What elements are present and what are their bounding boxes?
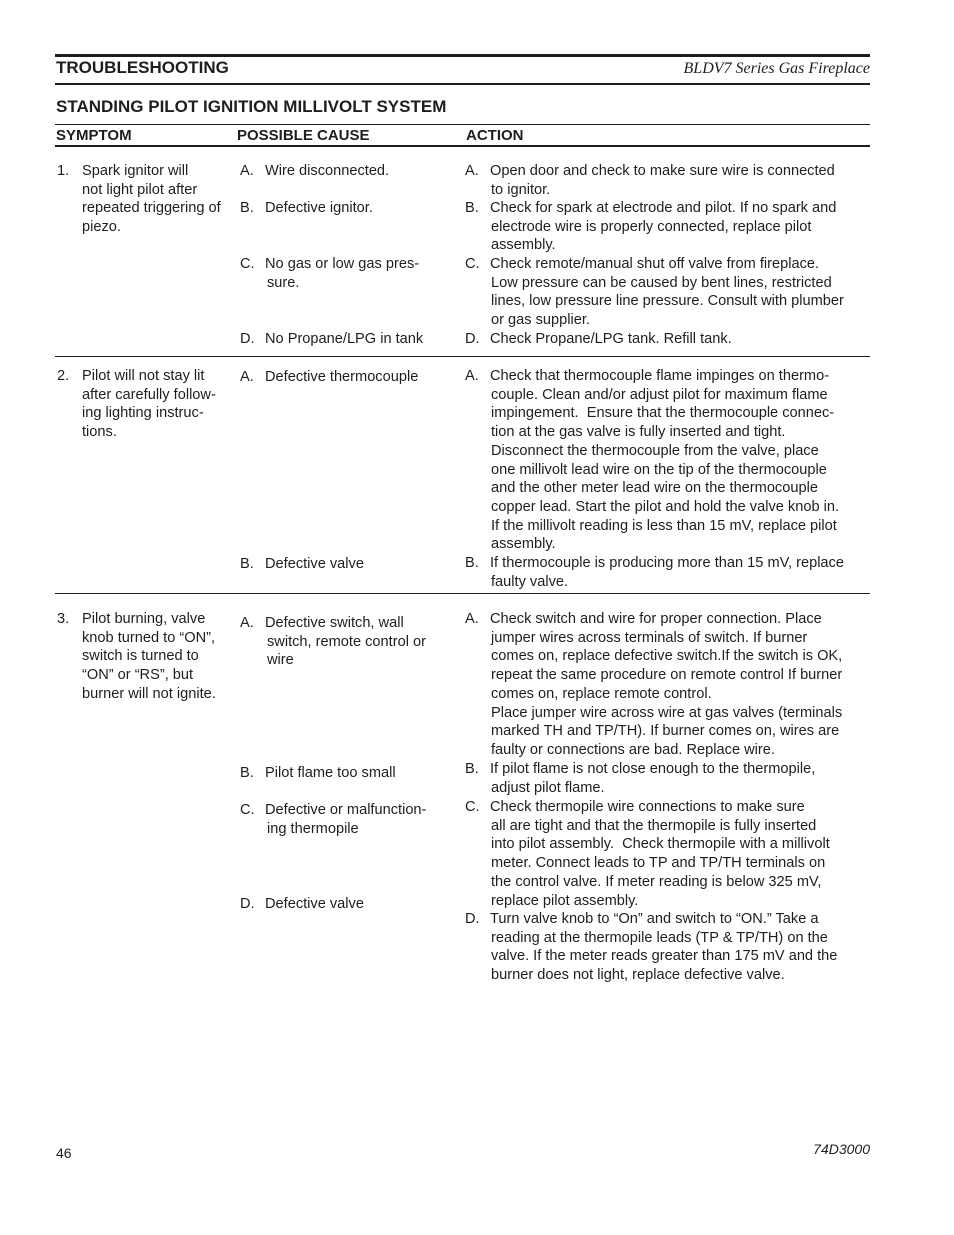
action-text: repeat the same procedure on remote control If burner	[491, 667, 843, 684]
action-text: couple. Clean and/or adjust pilot for maximum flame	[491, 386, 828, 403]
page-header-title: TROUBLESHOOTING	[56, 58, 229, 77]
cause-text: Defective thermocouple	[265, 369, 419, 385]
section-rule	[55, 124, 870, 125]
action-letter: A.	[465, 368, 479, 384]
symptom-text: tions.	[82, 424, 117, 441]
cause-letter: A.	[240, 369, 254, 385]
action-text: If the millivolt reading is less than 15 mV, replace pilot	[491, 517, 837, 534]
action-text: Check Propane/LPG tank. Refill tank.	[490, 331, 732, 347]
action-text: into pilot assembly. Check thermopile with a millivolt	[491, 836, 830, 853]
action-text: to ignitor.	[491, 181, 551, 198]
action-text: comes on, replace remote control.	[491, 685, 712, 702]
symptom-text: Pilot burning, valve	[82, 611, 206, 627]
action-text: Place jumper wire across wire at gas valves (terminals	[491, 704, 843, 721]
cause-letter: D.	[240, 896, 255, 912]
action-text: marked TH and TP/TH). If burner comes on, wires are	[491, 723, 840, 740]
symptom-text: ing lighting instruc-	[82, 405, 204, 422]
action-text: tion at the gas valve is fully inserted and tight.	[491, 424, 786, 441]
symptom-number: 3.	[57, 611, 70, 627]
action-text: Low pressure can be caused by bent lines, restricted	[491, 274, 832, 291]
action-text: assembly.	[491, 536, 556, 553]
cause-text: No gas or low gas pres-	[265, 256, 420, 272]
action-letter: B.	[465, 761, 479, 777]
symptom-text: not light pilot after	[82, 181, 198, 198]
cause-letter: B.	[240, 556, 254, 572]
action-text: and the other meter lead wire on the thermocouple	[491, 480, 818, 497]
symptom-text: “ON” or “RS”, but	[82, 667, 194, 684]
symptom-text: Pilot will not stay lit	[82, 368, 205, 384]
cause-text: Defective valve	[265, 556, 364, 572]
symptom-text: Spark ignitor will	[82, 163, 189, 179]
cause-text: sure.	[267, 274, 300, 291]
symptom-text: after carefully follow-	[82, 386, 216, 403]
action-text: Check remote/manual shut off valve from fireplace.	[490, 256, 820, 272]
cause-text: Defective valve	[265, 896, 364, 912]
action-letter: D.	[465, 911, 480, 927]
cause-letter: C.	[240, 802, 255, 818]
action-letter: A.	[465, 163, 479, 179]
header-rule	[55, 83, 870, 85]
cause-letter: D.	[240, 331, 255, 347]
column-header-cause: POSSIBLE CAUSE	[237, 127, 370, 144]
action-text: comes on, replace defective switch.If the switch is OK,	[491, 648, 843, 665]
symptom-number: 1.	[57, 163, 70, 179]
action-text: valve. If the meter reads greater than 175 mV and the	[491, 948, 838, 965]
symptom-number: 2.	[57, 368, 70, 384]
action-text: the control valve. If meter reading is below 325 mV,	[491, 873, 822, 890]
cause-letter: B.	[240, 765, 254, 781]
action-text: electrode wire is properly connected, replace pilot	[491, 218, 812, 235]
action-letter: C.	[465, 799, 480, 815]
action-text: replace pilot assembly.	[491, 892, 639, 909]
action-text: meter. Connect leads to TP and TP/TH terminals on	[491, 855, 826, 872]
action-text: Check thermopile wire connections to make sure	[490, 799, 805, 815]
cause-text: ing thermopile	[267, 820, 359, 837]
cause-text: Defective ignitor.	[265, 200, 373, 216]
cause-letter: A.	[240, 163, 254, 179]
cause-text: Defective switch, wall	[265, 615, 404, 631]
action-text: or gas supplier.	[491, 312, 590, 329]
symptom-text: repeated triggering of	[82, 200, 221, 217]
action-letter: A.	[465, 611, 479, 627]
action-text: Open door and check to make sure wire is connected	[490, 163, 835, 179]
symptom-text: knob turned to “ON”,	[82, 629, 216, 646]
action-letter: C.	[465, 256, 480, 272]
cause-letter: C.	[240, 256, 255, 272]
action-text: If thermocouple is producing more than 15 mV, replace	[490, 555, 844, 571]
top-rule	[55, 54, 870, 57]
action-text: impingement. Ensure that the thermocouple connec-	[491, 405, 835, 422]
cause-letter: A.	[240, 615, 254, 631]
action-text: assembly.	[491, 237, 556, 254]
action-letter: D.	[465, 331, 480, 347]
column-header-action: ACTION	[466, 127, 524, 144]
action-letter: B.	[465, 200, 479, 216]
action-text: Check for spark at electrode and pilot. If no spark and	[490, 200, 837, 216]
cause-text: switch, remote control or	[267, 633, 426, 650]
row-divider	[55, 356, 870, 357]
page-header-subtitle: BLDV7 Series Gas Fireplace	[683, 60, 870, 77]
cause-text: Defective or malfunction-	[265, 802, 427, 818]
action-text: burner does not light, replace defective valve.	[491, 967, 785, 984]
action-text: Check switch and wire for proper connection. Place	[490, 611, 822, 627]
page-number: 46	[56, 1145, 72, 1161]
cause-text: No Propane/LPG in tank	[265, 331, 424, 347]
action-text: Disconnect the thermocouple from the valve, place	[491, 442, 819, 459]
symptom-text: piezo.	[82, 219, 121, 236]
action-letter: B.	[465, 555, 479, 571]
document-code: 74D3000	[813, 1141, 870, 1157]
column-header-rule	[55, 145, 870, 147]
action-text: Turn valve knob to “On” and switch to “ON.” Take a	[490, 911, 819, 927]
action-text: all are tight and that the thermopile is fully inserted	[491, 817, 817, 834]
column-header-symptom: SYMPTOM	[56, 127, 132, 144]
action-text: reading at the thermopile leads (TP & TP/TH) on the	[491, 929, 828, 946]
action-text: one millivolt lead wire on the tip of the thermocouple	[491, 461, 827, 478]
action-text: faulty valve.	[491, 573, 569, 590]
cause-text: wire	[267, 652, 294, 669]
symptom-text: burner will not ignite.	[82, 685, 216, 702]
action-text: lines, low pressure line pressure. Consult with plumber	[491, 293, 844, 310]
action-text: Check that thermocouple flame impinges on thermo-	[490, 368, 830, 384]
action-text: faulty or connections are bad. Replace wire.	[491, 741, 775, 758]
symptom-text: switch is turned to	[82, 648, 199, 665]
action-text: jumper wires across terminals of switch. If burner	[491, 629, 808, 646]
cause-text: Wire disconnected.	[265, 163, 390, 179]
cause-letter: B.	[240, 200, 254, 216]
action-text: adjust pilot flame.	[491, 779, 605, 796]
section-title: STANDING PILOT IGNITION MILLIVOLT SYSTEM	[56, 97, 447, 116]
action-text: If pilot flame is not close enough to the thermopile,	[490, 761, 816, 777]
action-text: copper lead. Start the pilot and hold the valve knob in.	[491, 498, 840, 515]
cause-text: Pilot flame too small	[265, 765, 396, 781]
row-divider	[55, 593, 870, 594]
